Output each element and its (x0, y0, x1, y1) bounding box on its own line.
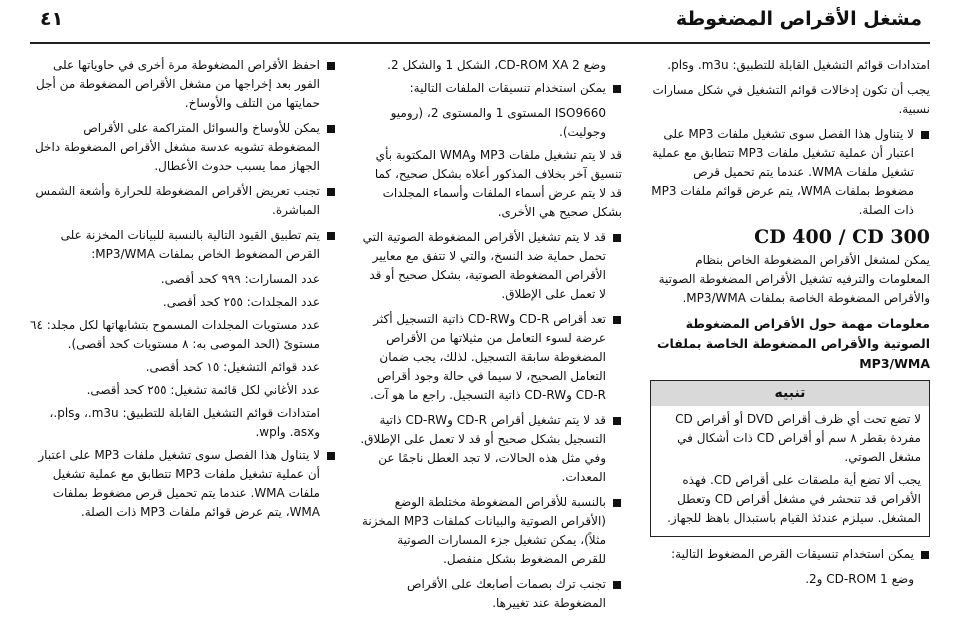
bullet-item: احفظ الأقراص المضغوطة مرة أخرى في حاوياتها على الفور بعد إخراجها من مشغل الأقراص المضغوطة من أجل حمايتها من التلف والأوساخ. (30, 56, 336, 113)
column-right (650, 56, 930, 593)
limit-playlists: عدد قوائم التشغيل: ١٥ كحد أقصى. (145, 360, 320, 374)
paragraph: يمكن لمشغل الأقراص المضغوطة الخاص بنظام المعلومات والترفيه تشغيل الأقراص المضغوطة الصوتية والأقراص المضغوطة الخاصة بملفات MP3/WMA. (658, 253, 930, 305)
bullet-item: لا يتناول هذا الفصل سوى تشغيل ملفات MP3 على اعتبار أن عملية تشغيل ملفات MP3 تتطابق مع عملية تشغيل ملفات WMA. عندما يتم تحميل قرص مضغوط بملفات WMA، يتم عرض قوائم ملفات MP3 ذات الصلة. (30, 446, 336, 522)
caution-text: لا تضع تحت أي ظرف أقراص DVD أو أقراص CD مفردة بقطر ٨ سم أو أقراص CD ذات أشكال في مشغل الصوتي. (675, 412, 921, 464)
bullet-item: تعد أقراص CD-R وCD-RW ذاتية التسجيل أكثر عرضة لسوء التعامل من مثيلاتها من الأقراص المضغوطة سابقة التسجيل. لذلك، يجب ضمان التعامل الصحيح، لا سيما في حالة وجود أقراص CD-R وCD-RW ذاتية التسجيل. راجع ما هو آت. (360, 310, 622, 405)
page-header (0, 0, 960, 44)
playlist-extensions: امتدادات قوائم التشغيل القابلة للتطبيق: m3u.، وpls.، وasx. وwpl. (49, 406, 320, 439)
bullet-list (360, 228, 622, 613)
caution-box (650, 380, 930, 537)
column-left (30, 56, 336, 528)
bullet-item: تجنب تعريض الأقراص المضغوطة للحرارة وأشعة الشمس المباشرة. (30, 182, 336, 220)
bullet-item: يمكن للأوساخ والسوائل المتراكمة على الأقراص المضغوطة تشويه عدسة مشغل الأقراص المضغوطة داخل الجهاز مما يسبب حدوث الأعطال. (30, 119, 336, 176)
bullet-item: يتم تطبيق القيود التالية بالنسبة للبيانات المخزنة على القرص المضغوط الخاص بملفات MP3/WMA: (30, 226, 336, 264)
bullet-item: يمكن استخدام تنسيقات الملفات التالية: (360, 79, 622, 98)
header-rule (30, 42, 930, 44)
caution-body (651, 406, 929, 536)
bullet-item: قد لا يتم تشغيل الأقراص المضغوطة الصوتية التي تحمل حماية ضد النسخ، والتي لا تتفق مع معايير الأقراص المضغوطة الصوتية، بشكل صحيح أو قد لا تعمل على الإطلاق. (360, 228, 622, 304)
bullet-list (360, 79, 622, 98)
bullet-item: تجنب ترك بصمات أصابعك على الأقراص المضغوطة عند تغييرها. (360, 575, 622, 613)
bullet-list (650, 125, 930, 220)
paragraph: امتدادات قوائم التشغيل القابلة للتطبيق: m3u. وpls. (667, 58, 930, 72)
subsection-heading: معلومات مهمة حول الأقراص المضغوطة الصوتية والأقراص المضغوطة الخاصة بملفات MP3/WMA (656, 316, 930, 371)
bullet-item: لا يتناول هذا الفصل سوى تشغيل ملفات MP3 على اعتبار أن عملية تشغيل ملفات MP3 تتطابق مع عملية تشغيل ملفات WMA. عندما يتم تحميل قرص مضغوط بملفات WMA، يتم عرض قوائم ملفات MP3 ذات الصلة. (650, 125, 930, 220)
paragraph: يجب أن تكون إدخالات قوائم التشغيل في شكل مسارات نسبية. (652, 83, 930, 116)
bullet-item: قد لا يتم تشغيل أقراص CD-R وCD-RW ذاتية التسجيل بشكل صحيح أو قد لا تعمل على الإطلاق. وفي مثل هذه الحالات، لا تجد العطل ناجمًا عن المعدات. (360, 411, 622, 487)
bullet-continuation: ISO9660 المستوى 1 والمستوى 2، (روميو وجوليت). (390, 106, 606, 139)
bullet-list (30, 446, 336, 522)
paragraph: قد لا يتم تشغيل ملفات MP3 وWMA المكتوبة بأي تنسيق آخر بخلاف المذكور أعلاه بشكل صحيح، كما قد لا يتم عرض أسماء الملفات وأسماء المجلدات بشكل صحيح هي الأخرى. (374, 148, 622, 219)
limit-folders: عدد المجلدات: ٢٥٥ كحد أقصى. (162, 295, 320, 309)
bullet-continuation: وضع CD-ROM XA 2، الشكل 1 والشكل 2. (387, 58, 606, 72)
limit-tracks: عدد المسارات: ٩٩٩ كحد أقصى. (160, 272, 320, 286)
bullet-list (30, 56, 336, 264)
bullet-item: بالنسبة للأقراص المضغوطة مختلطة الوضع (الأقراص الصوتية والبيانات كملفات MP3 المخزنة مثلاً)، يمكن تشغيل جزء المسارات الصوتية للقرص المضغوط بشكل منفصل. (360, 493, 622, 569)
limit-songs-per-playlist: عدد الأغاني لكل قائمة تشغيل: ٢٥٥ كحد أقصى. (86, 383, 320, 397)
page-number: ٤١ (40, 8, 64, 30)
section-heading: CD 400 / CD 300 (754, 226, 930, 248)
page-title: مشغل الأقراص المضغوطة (675, 8, 922, 30)
bullet-list (650, 545, 930, 564)
bullet-continuation: وضع CD-ROM 1 و2. (805, 572, 914, 586)
caution-title: تنبيه (651, 381, 929, 406)
limit-folder-depth: عدد مستويات المجلدات المسموح بتشابهاتها لكل مجلد: ٦٤ مستوىً (الحد الموصى به: ٨ مستويات كحد أقصى). (30, 318, 320, 351)
caution-text: يجب ألا تضع أية ملصقات على أقراص CD. فهذه الأقراص قد تنحشر في مشغل أقراص CD وتعطل المشغل. سيلزم عندئذ القيام باستبدال باهظ للجهاز. (667, 473, 921, 525)
column-middle (360, 56, 622, 619)
bullet-item: يمكن استخدام تنسيقات القرص المضغوط التالية: (650, 545, 930, 564)
